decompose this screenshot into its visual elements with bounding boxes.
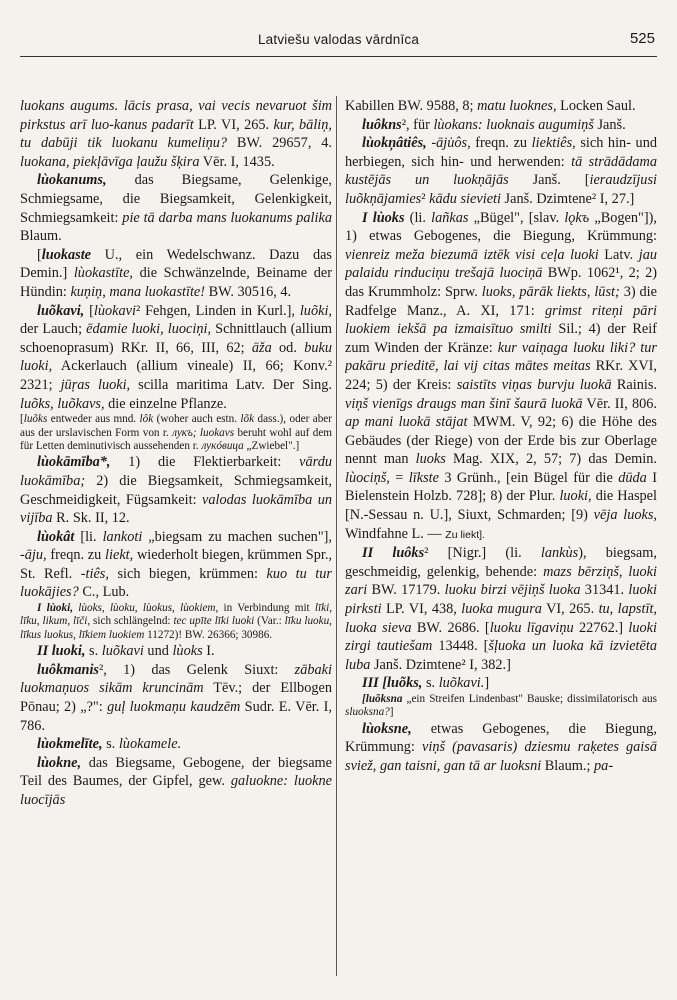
gloss-text: U., ein Wedelschwanz. Dazu das Demin.] — [20, 246, 332, 282]
example-text: lǫkъ — [564, 209, 590, 226]
gloss-text: Sil.; 4) der Reif zum Winden der Kränze: — [345, 321, 657, 356]
gloss-text: [li. — [74, 528, 103, 545]
example-text: dūda — [618, 469, 647, 486]
gloss-text: Latv. — [598, 246, 639, 263]
example-text: zābaki luokmaņuos sikām kruncinām — [20, 661, 332, 697]
example-text: luokavs — [199, 426, 235, 439]
page-number: 525 — [629, 30, 655, 47]
example-text: matu luoknes, — [477, 98, 557, 114]
example-text: buku luoki, — [20, 339, 332, 375]
example-text: lankoti — [102, 528, 143, 545]
gloss-text: Vēr. I, 1435. — [199, 153, 275, 170]
gloss-text: [ — [37, 246, 42, 263]
dictionary-entry — [345, 116, 657, 135]
gloss-text: 11272)! BW. 26366; 30986. — [144, 628, 273, 641]
gloss-text: freqn. zu — [470, 135, 532, 152]
gloss-text: LP. VI, 265. — [193, 116, 274, 133]
dictionary-entry — [20, 246, 332, 302]
gloss-text: 2) die Biegsamkeit, Schmiegsamkeit, Geschmeidigkeit, Fügsamkeit: — [20, 472, 332, 508]
example-text: jau palaidu rinduciņu trešajā luociņā — [345, 246, 657, 282]
gloss-text: Janš. Dzimtene² I, 382.] — [370, 656, 511, 673]
headword: luôkmanis — [37, 661, 99, 678]
headword: lùokne, — [37, 754, 82, 771]
example-text: luõkavi — [101, 643, 144, 660]
gloss-text: [ — [20, 413, 24, 426]
example-text: -āju̇ôs, — [431, 135, 471, 152]
headword: [luõksna — [362, 693, 403, 705]
example-text: tec upīte līki luoki — [173, 615, 255, 628]
example-text: luõkavi. — [438, 675, 485, 692]
gloss-text: Janš. [ — [508, 172, 590, 189]
gloss-text: sich hin- und herbiegen, sich hin- und herwenden: — [345, 135, 657, 170]
gloss-text: sich biegen, krümmen: — [108, 565, 267, 582]
gloss-text: BW. 29657, 4. — [227, 135, 332, 152]
gloss-text: I. — [202, 643, 215, 660]
example-text: лукóвица — [201, 439, 244, 452]
gloss-text: 31341. — [580, 582, 629, 599]
dictionary-entry — [20, 453, 332, 527]
dictionary-entry — [20, 528, 332, 602]
dictionary-entry — [20, 602, 332, 642]
gloss-text: die einzelne Pflanze. — [104, 395, 227, 412]
example-text: luoks — [415, 451, 446, 468]
gloss-text: etwas Gebogenes, die Biegung, Krümmung: — [345, 720, 657, 756]
gloss-text: 3 Grünh., [ein Bügel für die — [438, 469, 619, 486]
example-text: pa- — [594, 758, 614, 774]
gloss-text: Kabillen BW. 9588, 8; — [345, 98, 478, 114]
gloss-text: Tēv.; der Ellbogen Pōnau; 2) „?": — [20, 680, 332, 716]
headword: luokaste — [41, 246, 92, 263]
gloss-text: I Bielenstein Holzb. 728]; 8) der Plur. — [345, 469, 657, 505]
dictionary-entry — [20, 661, 332, 735]
gloss-text: der Lauch; — [20, 321, 87, 338]
gloss-text: 22762.] — [573, 619, 629, 636]
example-text: šļuoka un luoka kā izvietēta luba — [345, 638, 657, 673]
gloss-text: 13448. [ — [432, 638, 489, 655]
gloss-text: Locken Saul. — [556, 98, 636, 114]
etymology-note: Zu liekt]. — [445, 528, 485, 541]
example-text: guļ luokmaņu kaudzēm — [107, 699, 241, 716]
gloss-text: in Verbindung mit — [218, 602, 315, 615]
example-text: lankùs — [540, 545, 579, 562]
example-text: lùokamele. — [118, 736, 182, 753]
dictionary-entry — [20, 413, 332, 453]
example-text: grimst riteņi pāri luokiem iekšā pa izmaisītuo smilti — [345, 302, 657, 338]
example-text: ap mani luokā stājat — [345, 414, 468, 431]
headword: I lùoks — [362, 209, 405, 226]
dictionary-title: Latviešu valodas vārdnīca — [257, 32, 420, 47]
example-text: galuokne: luokne luocījās — [20, 773, 332, 809]
example-text: luõki, — [299, 302, 332, 319]
example-text: kuo tu tur luokājies? — [20, 565, 332, 601]
gloss-text: die Haspel [N.-Sessau n. U.], Siuxt, Schmarden; [9) — [345, 488, 657, 524]
example-text: vienreiz meža biezumā iztēk visi ceļa luoki — [345, 246, 599, 263]
gloss-text: „biegsam zu machen suchen"], — [142, 528, 332, 545]
example-text: valodas luokāmība un vijība — [20, 491, 332, 527]
example-text: lùokastīte, — [73, 265, 133, 282]
gloss-text: scilla maritima Latv. Der Sing. — [130, 376, 332, 393]
gloss-text: und — [143, 643, 173, 660]
example-text: -tiês, — [80, 565, 109, 582]
gloss-text: 3) die Radfelge Manz., A. XI, 171: — [345, 283, 657, 319]
example-text: ieraudzījusi luõkņājamies — [345, 172, 657, 207]
left-column — [20, 97, 332, 989]
gloss-text: Rainis. — [611, 376, 657, 393]
gloss-text: [ — [84, 302, 94, 319]
example-text: lôk — [139, 413, 154, 426]
gloss-text: ², für — [401, 116, 434, 133]
column-divider — [336, 96, 337, 976]
example-text: luoks, pārāk liekts, lūst; — [481, 283, 620, 300]
gloss-text: ² — [421, 190, 430, 207]
gloss-text: die Schwänzelnde, Beiname der Hündin: — [20, 265, 332, 300]
gloss-text: ², 1) das Gelenk Siuxt: — [98, 661, 295, 678]
example-text: luõks, luõkavs, — [20, 395, 105, 412]
example-text: viņš vienīgs draugs man šinī šaurā luokā — [345, 395, 583, 412]
dictionary-entry — [345, 544, 657, 674]
right-column — [345, 97, 657, 989]
gloss-text: BW. 17179. — [367, 582, 445, 599]
gloss-text: sich schlängelnd: — [90, 615, 174, 628]
example-text: lùoks, lùoku, lùokus, lùokiem, — [78, 602, 219, 615]
headword: lùokmelīte, — [37, 736, 103, 753]
dictionary-entry — [20, 171, 332, 245]
example-text: lùoks — [172, 643, 203, 660]
dictionary-entry — [345, 209, 657, 545]
page-header — [20, 30, 657, 57]
example-text: mazs bērziņš, luoki zari — [345, 563, 657, 599]
example-text: tu, lapstīt, luoka sieva — [345, 601, 657, 636]
dictionary-entry — [345, 720, 657, 776]
example-text: kur, bāliņ, tu dabūji tik luokanu kumeliņu? — [20, 116, 332, 152]
example-text: vēja luoks, — [593, 507, 657, 524]
gloss-text: od. — [271, 339, 305, 356]
gloss-text: Mag. XIX, 2, 57; 7) das Demin. — [445, 451, 657, 468]
example-text: luoki pirksti — [345, 582, 657, 618]
gloss-text: = — [389, 469, 409, 486]
dictionary-entry — [345, 693, 657, 720]
example-text: liektiês, — [531, 135, 576, 152]
dictionary-entry — [345, 674, 657, 693]
gloss-text: entweder aus mnd. — [47, 413, 140, 426]
gloss-text: „Bogen"]), 1) etwas Gebogenes, die Biegung, Krümmung: — [345, 209, 657, 245]
dictionary-entry — [20, 754, 332, 810]
example-text: lùokans: luoknais augumiņš — [433, 116, 594, 133]
gloss-text: das Biegsame, Gebogene, der biegsame Teil des Baumes, der Gipfel, gew. — [20, 754, 332, 790]
gloss-text: s. — [85, 643, 102, 660]
headword: lùokanums, — [37, 172, 107, 189]
headword: luõkavi, — [37, 302, 85, 319]
gloss-text: „Bügel", [slav. — [468, 209, 565, 226]
example-text: āža — [251, 339, 272, 356]
gloss-text: „ein Streifen Lindenbast" Bauske; dissimilatorisch aus — [402, 693, 657, 705]
example-text: liekt, — [105, 547, 134, 564]
headword: III [luõks, — [362, 675, 423, 692]
example-text: jūŗas luoki, — [60, 376, 131, 393]
gloss-text: Sudr. E. Vēr. I, 786. — [20, 699, 332, 734]
headword: II luôks — [362, 545, 425, 562]
gloss-text: ² [Nigr.] (li. — [424, 545, 541, 562]
gloss-text: Windfahne L. — — [345, 525, 446, 542]
gloss-text: C., Lub. — [78, 584, 130, 601]
gloss-text: freqn. zu — [46, 547, 106, 564]
example-text: kur vaiņaga luoku liki? tur pakāru prieditē, lai vij citas mātes meitas — [345, 339, 657, 375]
gloss-text: BW. 30516, 4. — [205, 283, 292, 300]
example-text: lañkas — [431, 209, 469, 226]
example-text: kuņiņ, mana luokastīte! — [70, 283, 206, 300]
example-text: pie tā darba mans luokanums palika — [122, 209, 332, 226]
gloss-text: das Biegsame, Gelenkige, Schmiegsame, die Biegsamkeit, Gelenkigkeit, Schmiegsamkeit: — [20, 172, 332, 226]
gloss-text: s. — [422, 675, 439, 692]
dictionary-entry — [345, 97, 657, 116]
headword: II luoki, — [37, 643, 86, 660]
headword: I lùoki, — [37, 602, 74, 615]
gloss-text: LP. VI, 438, — [381, 601, 462, 618]
gloss-text: ), biegsam, geschmeidig, gelenkig, behende: — [345, 545, 657, 580]
example-text: luoku līgaviņu — [489, 619, 574, 636]
dictionary-entry — [20, 642, 332, 661]
gloss-text: Blaum.; — [541, 758, 595, 774]
example-text: lùociņš, — [345, 469, 390, 486]
gloss-text: Ackerlauch (allium vineale) II, 66; Konv.² 2321; — [20, 358, 332, 393]
dictionary-entry — [20, 302, 332, 414]
gloss-text: (Var.: — [254, 615, 285, 628]
dictionary-entry — [20, 97, 332, 171]
gloss-text: BWp. 1062¹, 2; 2) das Krummholz: Sprw. — [345, 265, 657, 300]
example-text: viņš (pavasaris) dziesmu raķetes gaisā sviež, gan taisni, gan tā ar luoksni — [345, 739, 657, 774]
example-text: lõk — [240, 413, 255, 426]
gloss-text: Schnittlauch (allium schoenoprasum) RKr. II, 66, III, 62; — [20, 321, 332, 356]
example-text: luoki, — [559, 488, 592, 505]
example-text: līki, līku, likum, līči, — [20, 602, 332, 628]
example-text: ēdamie luoki, luociņi, — [86, 321, 212, 338]
dictionary-entry — [20, 735, 332, 754]
headword: luôkns — [362, 116, 402, 133]
gloss-text: Blaum. — [20, 228, 62, 245]
headword: lùoksne, — [362, 720, 412, 737]
gloss-text: ] — [389, 706, 394, 719]
gloss-text: R. Sk. II, 12. — [52, 510, 130, 527]
headword: lùokât — [37, 528, 75, 545]
example-text: luoki zirgi tautiešam — [345, 619, 657, 655]
gloss-text: MWM. V, 92; 6) die Höhe des Gebäudes (der Riege) von der Erde bis zur Oberlage nennt man — [345, 414, 657, 468]
gloss-text: ] — [484, 675, 490, 692]
example-text: kādu sievieti — [429, 190, 501, 207]
gloss-text: (woher auch estn. — [153, 413, 241, 426]
example-text: lùokavi — [93, 302, 136, 319]
gloss-text: dass.), oder aber aus der urslavischen Form von r. — [20, 413, 332, 439]
gloss-text: RKr. XVI, 224; 5) der Kreis: — [345, 358, 657, 393]
example-text: sluoksna? — [345, 706, 390, 719]
gloss-text: (li. — [404, 209, 432, 226]
gloss-text: Janš. — [593, 116, 626, 133]
dictionary-entry — [345, 134, 657, 208]
gloss-text: VI, 265. — [541, 601, 599, 618]
gloss-text: ² Fehgen, Linden in Kurl.], — [135, 302, 300, 319]
gloss-text: Vēr. II, 806. — [582, 395, 657, 412]
example-text: vārdu luokāmība; — [20, 454, 332, 489]
example-text: luokans augums. lācis prasa, vai vecis nevaruot šim pirkstus arī luo-kanus padarīt — [20, 98, 332, 133]
gloss-text: 1) die Flektierbarkeit: — [110, 454, 300, 471]
headword: lùokņâtiês, — [362, 135, 427, 152]
example-text: luokana, piekļāvīga ļaužu šķira — [20, 153, 200, 170]
headword: lùokāmība*, — [37, 454, 111, 471]
example-text: luoku birzi vējiņš luoka — [444, 582, 581, 599]
example-text: лукъ; — [172, 426, 197, 439]
gloss-text: BW. 2686. [ — [411, 619, 490, 636]
gloss-text: s. — [102, 736, 119, 753]
example-text: tā strādādama kustējās un luokņājās — [345, 153, 657, 189]
gloss-text: wiederholt biegen, krümmen Spr., St. Refl. — [20, 547, 332, 582]
example-text: saistīts viņas burvju luokā — [456, 376, 612, 393]
example-text: līkste — [408, 469, 439, 486]
example-text: luoka mugura — [461, 601, 542, 618]
gloss-text: „Zwiebel".] — [243, 439, 300, 452]
example-text: -āju, — [20, 547, 47, 564]
example-text: luõks — [23, 413, 48, 426]
example-text: līku luoku, līkus luokus, līkiem luokiem — [20, 615, 332, 641]
gloss-text: Janš. Dzimtene² I, 27.] — [500, 190, 635, 207]
gloss-text: beruht wohl auf dem für Letten deminutivisch aussehenden r. — [20, 426, 332, 452]
